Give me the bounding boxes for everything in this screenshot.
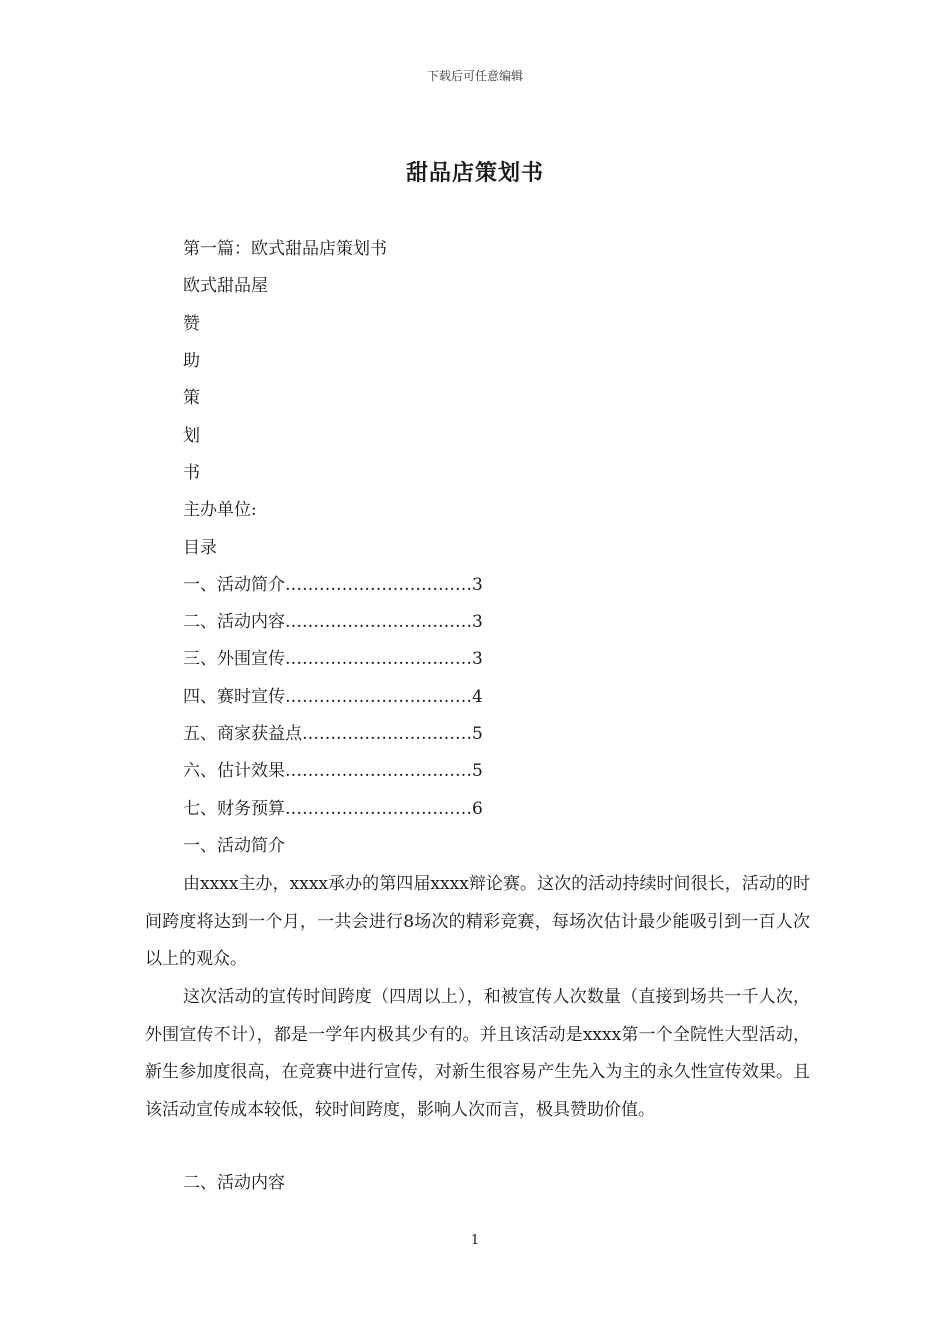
toc-entry: 二、活动内容……………………………3: [183, 612, 483, 632]
toc-entry: 六、估计效果……………………………5: [183, 761, 483, 781]
section-heading: 一、活动简介: [183, 836, 285, 856]
toc-heading: 目录: [183, 538, 217, 558]
toc-entry: 五、商家获益点…………………………5: [183, 724, 483, 744]
vertical-char-line: 助: [183, 351, 200, 371]
organizer-label: 主办单位:: [183, 500, 257, 520]
toc-entry: 一、活动简介……………………………3: [183, 575, 483, 595]
toc-entry: 三、外围宣传……………………………3: [183, 649, 483, 669]
document-title: 甜品店策划书: [405, 160, 544, 186]
page-number: 1: [470, 1233, 480, 1248]
toc-entry: 四、赛时宣传……………………………4: [183, 687, 483, 707]
vertical-char-line: 赞: [183, 314, 200, 334]
vertical-char-line: 划: [183, 426, 200, 446]
body-paragraph: 这次活动的宣传时间跨度（四周以上），和被宣传人次数量（直接到场共一千人次，外围宣传不计），都是一学年内极其少有的。并且该活动是xxxx第一个全院性大型活动，新生参加度很高，在竞赛中进行宣传，对新生很容易产生先入为主的永久性宣传效果。且该活动宣传成本较低，较时间跨度，影响人次而言，极具赞助价值。: [145, 987, 810, 1120]
subtitle-line: 欧式甜品屋: [183, 276, 268, 296]
vertical-char-line: 书: [183, 463, 200, 483]
toc-entry: 七、财务预算……………………………6: [183, 799, 483, 819]
vertical-char-line: 策: [183, 388, 200, 408]
section-heading: 二、活动内容: [183, 1173, 285, 1193]
part-heading: 第一篇：欧式甜品店策划书: [183, 239, 387, 259]
header-note: 下载后可任意编辑: [426, 69, 523, 83]
body-paragraph: 由xxxx主办，xxxx承办的第四届xxxx辩论赛。这次的活动持续时间很长，活动的时间跨度将达到一个月，一共会进行8场次的精彩竞赛，每场次估计最少能吸引到一百人次以上的观众。: [145, 874, 810, 969]
